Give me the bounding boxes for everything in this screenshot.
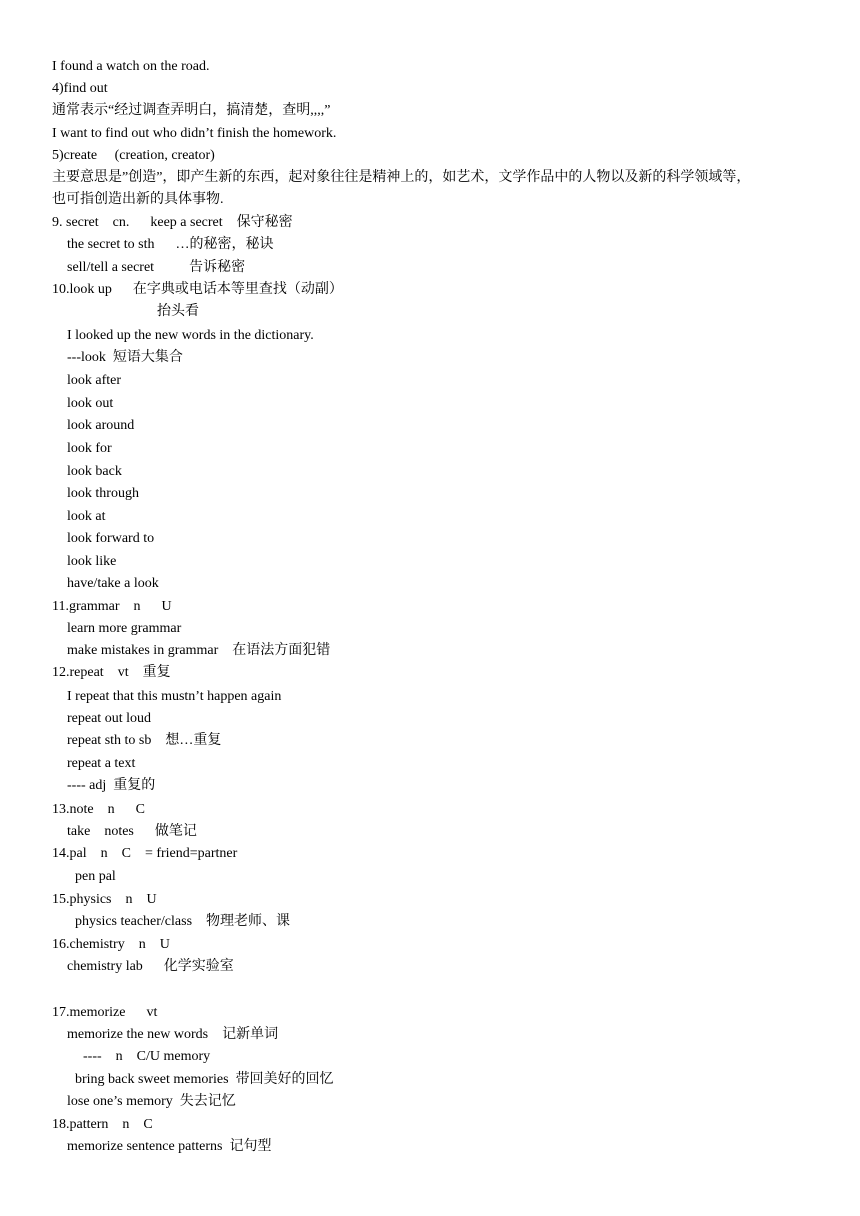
list-item: look for — [67, 441, 112, 456]
text-line: physics teacher/class 物理老师、课 — [75, 914, 291, 929]
text-line: the secret to sth …的秘密，秘诀 — [67, 237, 274, 252]
text-line: bring back sweet memories 带回美好的回忆 — [75, 1072, 334, 1087]
text-line: 4)find out — [52, 81, 108, 96]
list-item: look like — [67, 554, 117, 569]
vocab-heading: 15.physics n U — [52, 892, 157, 907]
text-line: repeat a text — [67, 756, 136, 771]
text-line: lose one’s memory 失去记忆 — [67, 1094, 236, 1109]
text-line: I want to find out who didn’t finish the homework. — [52, 126, 337, 141]
text-line: 抬头看 — [157, 304, 199, 319]
list-item: have/take a look — [67, 576, 159, 591]
text-line: sell/tell a secret 告诉秘密 — [67, 260, 246, 275]
text-line: memorize sentence patterns 记句型 — [67, 1139, 272, 1154]
text-line: I found a watch on the road. — [52, 59, 210, 74]
text-line: pen pal — [75, 869, 116, 884]
text-line: take notes 做笔记 — [67, 824, 197, 839]
vocab-heading: 14.pal n C = friend=partner — [52, 846, 238, 861]
list-item: look at — [67, 509, 106, 524]
text-line: 主要意思是”创造”，即产生新的东西，起对象往往是精神上的，如艺术，文学作品中的人物以及新的科学领域等， — [52, 170, 751, 185]
vocab-heading: 17.memorize vt — [52, 1005, 158, 1020]
text-line: memorize the new words 记新单词 — [67, 1027, 279, 1042]
text-line: 5)create (creation, creator) — [52, 148, 215, 163]
text-line: ---look 短语大集合 — [67, 350, 183, 365]
list-item: look forward to — [67, 531, 155, 546]
text-line: chemistry lab 化学实验室 — [67, 959, 234, 974]
vocab-heading: 18.pattern n C — [52, 1117, 153, 1132]
text-line: ---- adj 重复的 — [67, 778, 156, 793]
list-item: look around — [67, 418, 135, 433]
list-item: look back — [67, 464, 122, 479]
vocab-heading: 10.look up 在字典或电话本等里查找（动副） — [52, 282, 343, 297]
text-line: repeat out loud — [67, 711, 151, 726]
text-line: make mistakes in grammar 在语法方面犯错 — [67, 643, 331, 658]
vocab-heading: 13.note n C — [52, 802, 145, 817]
list-item: look through — [67, 486, 139, 501]
vocab-heading: 16.chemistry n U — [52, 937, 170, 952]
text-line: ---- n C/U memory — [83, 1049, 211, 1064]
text-line: I repeat that this mustn’t happen again — [67, 689, 282, 704]
vocab-heading: 9. secret cn. keep a secret 保守秘密 — [52, 215, 293, 230]
text-line: repeat sth to sb 想…重复 — [67, 733, 222, 748]
text-line: 也可指创造出新的具体事物. — [52, 192, 224, 207]
list-item: look after — [67, 373, 122, 388]
vocab-heading: 11.grammar n U — [52, 599, 172, 614]
list-item: look out — [67, 396, 114, 411]
vocab-heading: 12.repeat vt 重复 — [52, 665, 171, 680]
text-line: learn more grammar — [67, 621, 182, 636]
text-line: I looked up the new words in the dictionary. — [67, 328, 314, 343]
text-line: 通常表示“经过调查弄明白，搞清楚，查明,,,,” — [52, 103, 331, 118]
